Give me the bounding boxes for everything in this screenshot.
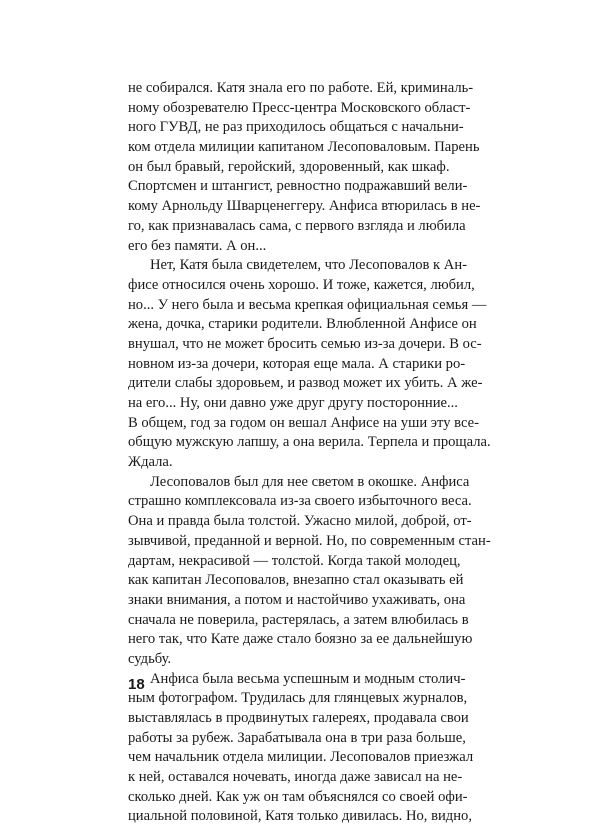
text-line: работы за рубеж. Зарабатывала она в три раза больше, [128,729,466,746]
text-line: на его... Ну, они давно уже друг другу посторонние... [128,395,458,411]
text-line: жена, дочка, старики родители. Влюбленной Анфисе он [128,316,477,333]
text-line: его без памяти. А он... [128,237,267,254]
text-line: он был бравый, геройский, здоровенный, как шкаф. [128,158,450,175]
text-line: судьбу. [128,650,172,667]
text-line: к ней, оставался ночевать, иногда даже зависал на не- [128,769,463,786]
text-line: Анфиса была весьма успешным и модным столич- [150,670,466,687]
text-line: Спортсмен и штангист, ревностно подражавший вели- [128,178,468,195]
page-number: 18 [128,676,145,693]
text-line: ком отдела милиции капитаном Лесоповаловым. Парень [128,139,480,156]
text-line: зывчивой, преданной и верной. Но, по современным стан- [128,532,491,549]
text-line: ному обозревателю Пресс-центра Московского област- [128,99,471,116]
text-line: Лесоповалов был для нее светом в окошке. Анфиса [150,473,470,490]
text-line: общую мужскую лапшу, а она верила. Терпела и прощала. [128,434,491,451]
text-line: Нет, Катя была свидетелем, что Лесоповалов к Ан- [150,257,468,274]
text-line: дители слабы здоровьем, и развод может их убить. А же- [128,375,483,392]
body-text [128,79,503,827]
text-line: новном из-за дочери, которая еще мала. А старики ро- [128,355,466,372]
text-line: фисе относился очень хорошо. И тоже, кажется, любил, [128,276,475,293]
text-line: как капитан Лесоповалов, внезапно стал оказывать ей [128,572,464,589]
text-line: ным фотографом. Трудилась для глянцевых журналов, [128,690,468,707]
text-line: не собирался. Катя знала его по работе. Ей, криминаль- [128,80,474,96]
text-line: него так, что Кате даже стало боязно за ее дальнейшую [128,631,473,648]
text-line: кому Арнольду Шварценеггеру. Анфиса втюрилась в не- [128,198,481,215]
text-line: В общем, год за годом он вешал Анфисе на уши эту все- [128,414,479,431]
text-line: знаки внимания, а потом и настойчиво ухаживать, она [128,591,466,608]
text-line: Ждала. [128,454,173,471]
text-line: циальной половиной, Катя только дивилась. Но, видно, [128,808,472,825]
text-line: дартам, некрасивой — толстой. Когда такой молодец, [128,552,461,569]
text-line: Она и правда была толстой. Ужасно милой, доброй, от- [128,513,472,530]
text-line: внушал, что не может бросить семью из-за дочери. В ос- [128,335,482,352]
text-line: но... У него была и весьма крепкая официальная семья — [128,296,487,313]
text-line: сколько дней. Как уж он там объяснялся со своей офи- [128,788,468,805]
text-line: го, как признавалась сама, с первого взгляда и любила [128,217,466,234]
text-line: страшно комплексовала из-за своего избыточного веса. [128,493,472,510]
text-line: сначала не поверила, растерялась, а затем влюбилась в [128,611,469,628]
text-line: чем начальник отдела милиции. Лесоповалов приезжал [128,749,474,766]
text-line: ного ГУВД, не раз приходилось общаться с начальни- [128,119,464,136]
text-line: выставлялась в продвинутых галереях, продавала свои [128,710,469,726]
